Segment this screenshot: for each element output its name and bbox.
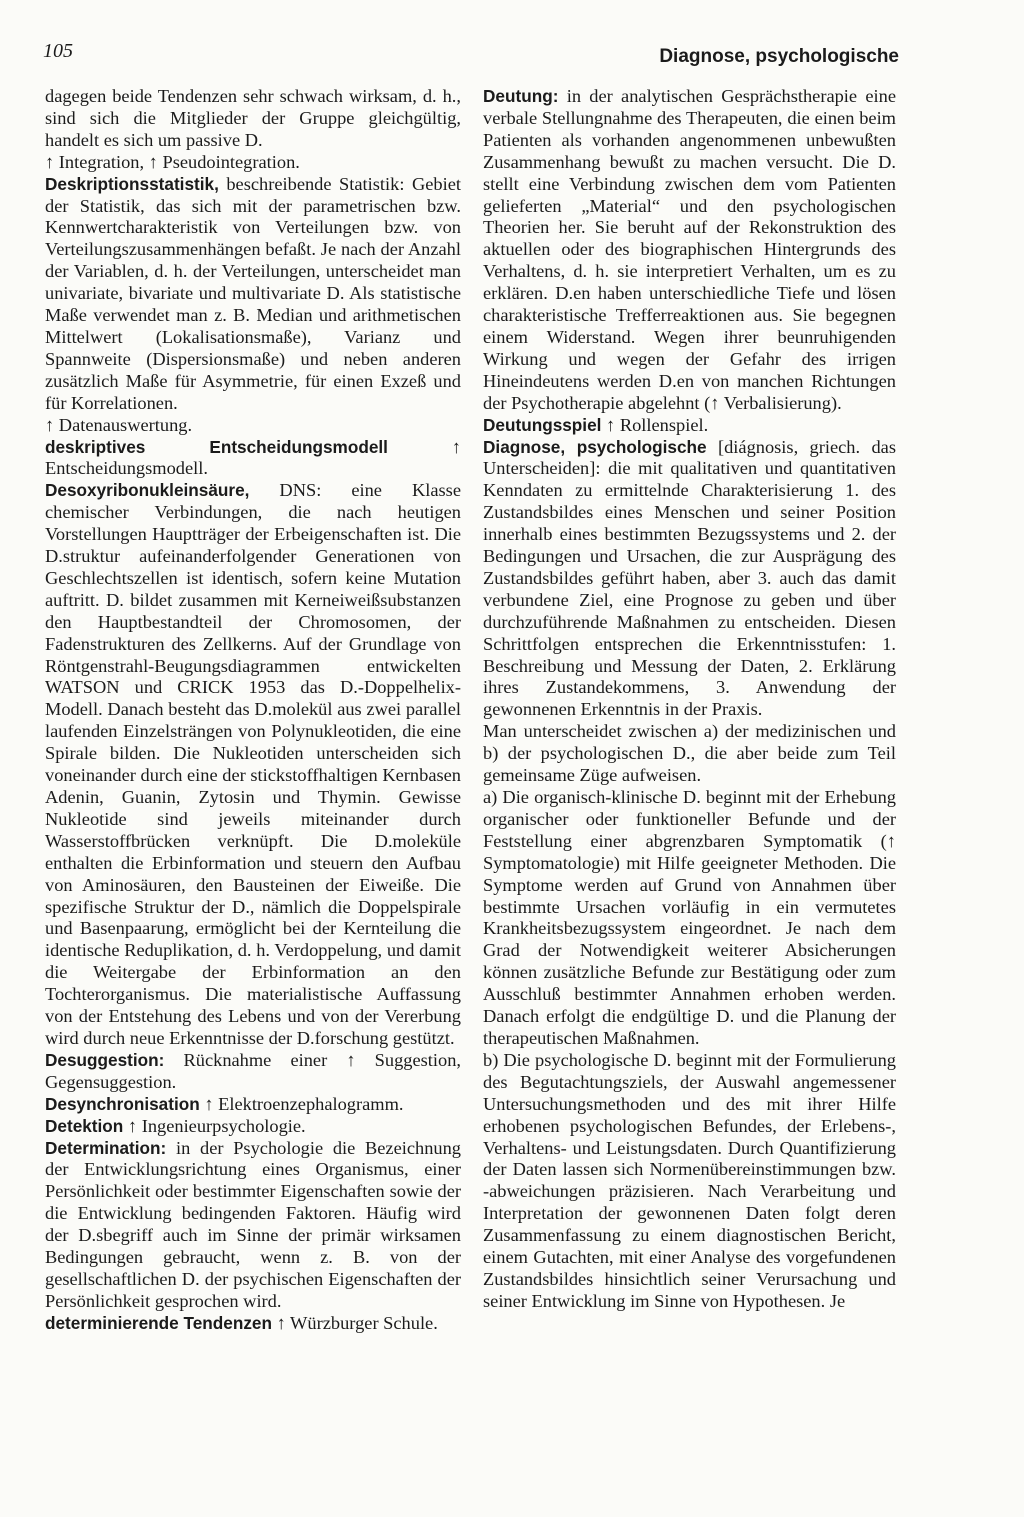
entry-term: Desuggestion:	[45, 1049, 165, 1070]
entry	[45, 1138, 461, 1313]
entry-text: ↑ Würzburger Schule.	[272, 1312, 438, 1333]
entry-text: ↑ Integration, ↑ Pseudointegration.	[45, 151, 300, 172]
entry-text: [diágnosis, griech. das Unterscheiden]: die mit qualitativen und quantitativen Kenndaten zu ermittelnde Charakterisierung 1. des Zustandsbildes eines Menschen und seiner Position innerhalb eines bestimmten Bezugssystems und 2. der Bedingungen und Ursachen, die zur Ausprägung des Zustandsbildes geführt haben, aber 3. auch das damit verbundene Ziel, eine Prognose zu geben und über durchzuführende Maßnahmen zu entscheiden. Diesen Schrittfolgen entsprechen die Erkenntnisstufen: 1. Beschreibung und Messung der Daten, 2. Erklärung ihres Zustandekommens, 3. Anwendung der gewonnenen Erkenntnis in der Praxis.	[483, 436, 896, 720]
entry	[45, 1050, 461, 1094]
entry-text: dagegen beide Tendenzen sehr schwach wirksam, d. h., sind sich die Mitglieder der Gruppe gleichgültig, handelt es sich um passive D.	[45, 86, 461, 150]
entry	[45, 437, 461, 481]
entry-text: ↑ Elektroenzephalogramm.	[199, 1093, 404, 1114]
entry-term: Desynchronisation	[45, 1093, 200, 1114]
entry-text: in der Psychologie die Bezeichnung der Entwicklungsrichtung eines Organismus, einer Persönlichkeit oder bestimmter Eigenschaften sowie der die Entwicklung bedingenden Faktoren. Häufig wird der D.sbegriff auch im Sinne der primär wirksamen Bedingungen gebraucht, wenn z. B. von der gesellschaftlichen D. der psychischen Eigenschaften der Persönlichkeit gesprochen wird.	[45, 1137, 461, 1311]
entry	[483, 86, 896, 415]
entry	[45, 480, 461, 1050]
entry-term: Desoxyribonukleinsäure,	[45, 480, 250, 501]
running-head: Diagnose, psychologische	[659, 46, 899, 67]
entry-text: b) Die psychologische D. beginnt mit der Formulierung des Begutachtungsziels, der Auswahl angemessener Untersuchungsmethoden und des mit ihrer Hilfe erhobenen psychologischen Befundes, der Erlebens-, Verhaltens- und Leistungsdaten. Durch Quantifizierung der Daten lassen sich Normenübereinstimmungen bzw. -abweichungen präzisieren. Nach Verarbeitung und Interpretation der gewonnenen Daten folgt deren Zusammenfassung zu einem diagnostischen Bericht, einem Gutachten, mit einer Analyse des vorgefundenen Zustandsbildes hinsichtlich seiner Verursachung und seiner Entwicklung im Sinne von Hypothesen. Je	[483, 1049, 896, 1311]
entry	[483, 437, 896, 722]
page-number: 105	[43, 40, 73, 62]
entry-term: Diagnose, psychologische	[483, 436, 707, 457]
entry	[45, 1313, 461, 1335]
entry-text: ↑ Datenauswertung.	[45, 414, 193, 435]
entry-text: ↑ Rollenspiel.	[601, 414, 709, 435]
entry	[45, 1116, 461, 1138]
entry-term: Deutungsspiel	[483, 414, 602, 435]
entry-text: beschreibende Statistik: Gebiet der Statistik, das sich mit der parametrischen bzw. Kennwertcharakteristik von Verteilungen bzw. von Verteilungszusammenhängen befaßt. Je nach der Anzahl der Variablen, d. h. der Verteilungen, unterscheidet man univariate, bivariate und multivariate D. Als statistische Maße verwendet man z. B. Median und arithmetischen Mittelwert (Lokalisationsmaße), Varianz und Spannweite (Dispersionsmaße) und neben anderen zusätzlich Maße für Asymmetrie, für einen Exzeß und für Korrelationen.	[45, 173, 461, 413]
entry	[45, 86, 461, 152]
entry	[483, 415, 896, 437]
entry-text: ↑ Ingenieurpsychologie.	[123, 1115, 306, 1136]
entry-term: Determination:	[45, 1137, 167, 1158]
entry-text: a) Die organisch-klinische D. beginnt mit der Erhebung organischer oder funktioneller Befunde und der Feststellung einer abgrenzbaren Symptomatik (↑ Symptomatologie) mit Hilfe geeigneter Methoden. Die Symptome werden auf Grund von Annahmen über bestimmte Ursachen vorläufig in ein vermutetes Krankheitsbezugssystem eingeordnet. Je nach dem Grad der Notwendigkeit weiterer Absicherungen können zusätzliche Befunde zur Bestätigung oder zum Ausschluß bestimmter Annahmen erhoben werden. Danach erfolgt die endgültige D. und die Planung der therapeutischen Maßnahmen.	[483, 787, 896, 1048]
entry-term: determinierende Tendenzen	[45, 1312, 272, 1333]
entry	[483, 787, 896, 1050]
entry	[45, 1094, 461, 1116]
entry	[45, 174, 461, 415]
entry-text: ↑ Entscheidungsmodell.	[45, 436, 461, 479]
entry-term: Detektion	[45, 1115, 124, 1136]
entry	[45, 152, 461, 174]
entry-term: Deutung:	[483, 86, 559, 106]
entry	[483, 1050, 896, 1313]
entry-term: Deskriptionsstatistik,	[45, 173, 219, 194]
left-column	[45, 86, 461, 1335]
entry	[483, 721, 896, 787]
entry	[45, 415, 461, 437]
entry-term: deskriptives Entscheidungsmodell	[45, 436, 388, 457]
entry-text: Rücknahme einer ↑ Suggestion, Gegensuggestion.	[45, 1049, 461, 1092]
entry-text: DNS: eine Klasse chemischer Verbindungen, die nach heutigen Vorstellungen Hauptträger der Erbeigenschaften ist. Die D.struktur aufeinanderfolgender Generationen von Geschlechtszellen ist identisch, sofern keine Mutation auftritt. D. bildet zusammen mit Kerneiweißsubstanzen den Hauptbestandteil der Chromosomen, der Fadenstrukturen des Zellkerns. Auf der Grundlage von Röntgenstrahl-Beugungsdiagrammen entwickelten WATSON und CRICK 1953 das D.-Doppelhelix-Modell. Danach besteht das D.molekül aus zwei parallel laufenden Einzelsträngen von Polynukleotiden, die eine Spirale bilden. Die Nukleotiden unterscheiden sich voneinander durch eine der stickstoffhaltigen Kernbasen Adenin, Guanin, Zytosin und Thymin. Gewisse Nukleotide sind jeweils miteinander durch Wasserstoffbrücken verknüpft. Die D.moleküle enthalten die Erbinformation und steuern den Aufbau von Aminosäuren, den Bausteinen der Eiweiße. Die spezifische Struktur der D., nämlich die Doppelspirale und Basenpaarung, ermöglicht bei der Kernteilung die identische Reduplikation, d. h. Verdoppelung, und damit die Weitergabe der Erbinformation an den Tochterorganismus. Die materialistische Auffassung von der Entstehung des Lebens und von der Vererbung wird durch neue Erkenntnisse der D.forschung gestützt.	[45, 480, 461, 1048]
right-column	[483, 86, 896, 1313]
entry-text: Man unterscheidet zwischen a) der medizinischen und b) der psychologischen D., die aber beide zum Teil gemeinsame Züge aufweisen.	[483, 721, 896, 786]
entry-text: in der analytischen Gesprächstherapie eine verbale Stellungnahme des Therapeuten, die einen beim Patienten als vorhanden angenommenen unbewußten Zusammenhang bewußt zu machen versucht. Die D. stellt eine Verbindung zwischen dem vom Patienten gelieferten „Material“ und den psychologischen Theorien her. Sie beruht auf der Rekonstruktion des aktuellen oder des biographischen Hintergrunds des Verhaltens, d. h. sie interpretiert Verhalten, um es zu erklären. D.en haben unterschiedliche Tiefe und lösen charakteristische Trefferreaktionen aus. Sie begegnen einem Widerstand. Wegen ihrer beunruhigenden Wirkung und wegen der Gefahr des irrigen Hineindeutens werden D.en von manchen Richtungen der Psychotherapie abgelehnt (↑ Verbalisierung).	[483, 86, 896, 413]
